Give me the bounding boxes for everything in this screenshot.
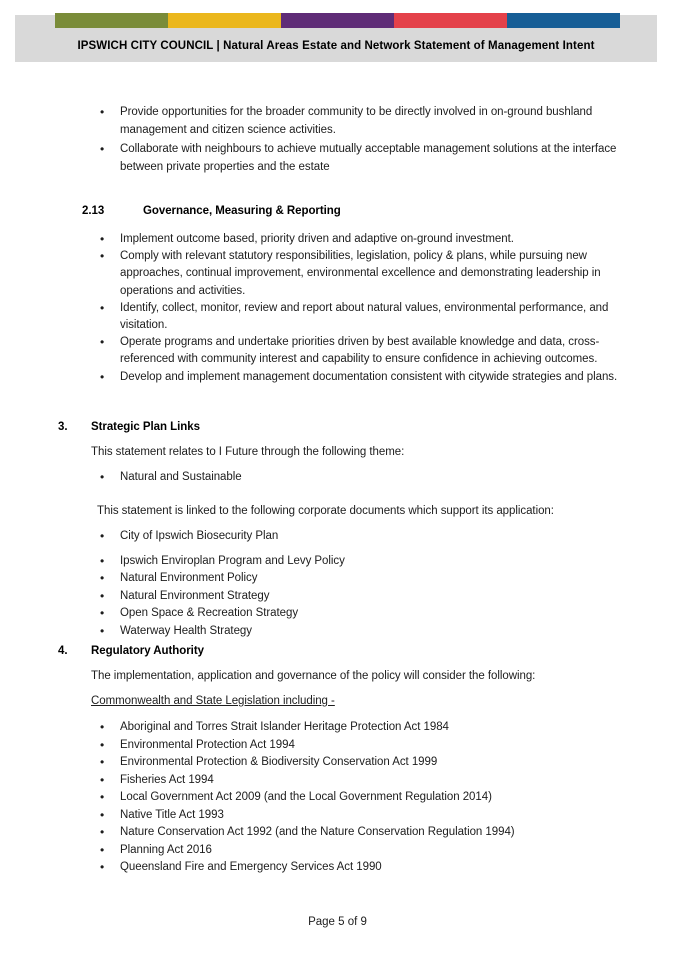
legislation-subheading: Commonwealth and State Legislation including - xyxy=(91,695,335,707)
section-heading-3 xyxy=(58,421,200,433)
section-number: 3. xyxy=(58,421,68,433)
bullet-item: • Operate programs and undertake priorities driven by best available knowledge and data, cross-referenced with community interest and capability to ensure confidence in achieving outcomes. xyxy=(98,334,622,368)
bullet-item: • Environmental Protection & Biodiversity Conservation Act 1999 xyxy=(98,754,630,772)
bullet-item: • Develop and implement management documentation consistent with citywide strategies and plans. xyxy=(98,369,622,386)
brand-bar-segment-yellow xyxy=(168,13,281,28)
bullet-item: • Natural Environment Policy xyxy=(98,570,600,588)
bullet-item: • Environmental Protection Act 1994 xyxy=(98,737,630,755)
section-title: Strategic Plan Links xyxy=(91,421,200,433)
section-title: Governance, Measuring & Reporting xyxy=(143,205,341,217)
bullet-item: • Fisheries Act 1994 xyxy=(98,772,630,790)
bullet-item: • City of Ipswich Biosecurity Plan xyxy=(98,528,600,546)
bullet-item: • Comply with relevant statutory responsibilities, legislation, policy & plans, while pursuing new approaches, continual improvement, environmental excellence and demonstrating leadership in operations and activities. xyxy=(98,248,622,300)
paragraph: The implementation, application and governance of the policy will consider the following: xyxy=(91,670,536,682)
legislation-list xyxy=(98,719,630,877)
corporate-documents-list xyxy=(98,528,600,640)
paragraph: This statement relates to I Future through the following theme: xyxy=(91,446,405,458)
section-number: 4. xyxy=(58,645,68,657)
intro-bullet-list xyxy=(98,103,620,176)
theme-bullet-list xyxy=(98,469,580,486)
bullet-item: • Ipswich Enviroplan Program and Levy Policy xyxy=(98,553,600,571)
document-title: IPSWICH CITY COUNCIL | Natural Areas Estate and Network Statement of Management Intent xyxy=(77,40,595,52)
bullet-item: • Provide opportunities for the broader community to be directly involved in on-ground bushland management and citizen science activities. xyxy=(98,103,620,140)
bullet-item: • Native Title Act 1993 xyxy=(98,807,630,825)
brand-color-bar xyxy=(55,13,620,28)
paragraph: This statement is linked to the following corporate documents which support its application: xyxy=(97,505,554,517)
section-number: 2.13 xyxy=(82,205,105,217)
brand-bar-segment-blue xyxy=(507,13,620,28)
bullet-item: • Identify, collect, monitor, review and report about natural values, environmental performance, and visitation. xyxy=(98,300,622,334)
bullet-item: • Queensland Fire and Emergency Services Act 1990 xyxy=(98,859,630,877)
footer-page-number: Page 5 of 9 xyxy=(308,916,367,928)
bullet-item: • Natural Environment Strategy xyxy=(98,588,600,606)
bullet-item: • Aboriginal and Torres Strait Islander Heritage Protection Act 1984 xyxy=(98,719,630,737)
section-heading-4 xyxy=(58,645,204,657)
bullet-item: • Natural and Sustainable xyxy=(98,469,580,486)
bullet-item: • Nature Conservation Act 1992 (and the Nature Conservation Regulation 1994) xyxy=(98,824,630,842)
brand-bar-segment-red xyxy=(394,13,507,28)
bullet-item: • Open Space & Recreation Strategy xyxy=(98,605,600,623)
brand-bar-segment-purple xyxy=(281,13,394,28)
governance-bullet-list xyxy=(98,231,622,386)
bullet-item: • Local Government Act 2009 (and the Local Government Regulation 2014) xyxy=(98,789,630,807)
section-heading-2-13 xyxy=(82,205,341,217)
bullet-item: • Planning Act 2016 xyxy=(98,842,630,860)
bullet-item: • Waterway Health Strategy xyxy=(98,623,600,641)
brand-bar-segment-green xyxy=(55,13,168,28)
section-title: Regulatory Authority xyxy=(91,645,204,657)
bullet-item: • Implement outcome based, priority driven and adaptive on-ground investment. xyxy=(98,231,622,248)
bullet-item: • Collaborate with neighbours to achieve mutually acceptable management solutions at the interface between private properties and the estate xyxy=(98,140,620,177)
